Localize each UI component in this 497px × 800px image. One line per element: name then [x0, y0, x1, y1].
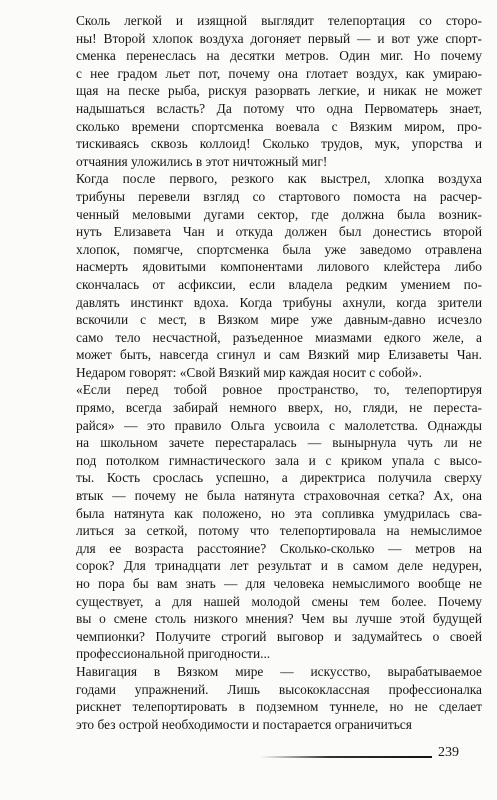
- text-line: скончалась от асфиксии, если владела редким умением по-: [76, 276, 482, 292]
- text-line: насмерть ядовитыми компонентами лилового клейстера либо: [76, 259, 482, 275]
- paragraph: [58, 170, 482, 381]
- page-number: 239: [438, 745, 459, 760]
- text-line: Недаром говорят: «Свой Вязкий мир каждая носит с собой».: [76, 364, 422, 380]
- text-line: может быть, навсегда сгинул и сам Вязкий мир Елизаветы Чан.: [76, 347, 482, 363]
- body-text: [58, 12, 482, 733]
- text-line: Сколь легкой и изящной выглядит телепортация со сторо-: [76, 13, 482, 28]
- text-line: но пора бы вам знать — для человека немыслимого вообще не: [76, 576, 482, 591]
- page-footer: [260, 745, 490, 775]
- text-line: была натянута как положено, но эта сопливка умудрилась сва-: [76, 505, 482, 521]
- text-line: чемпионки? Получите строгий выговор и задумайтесь о своей: [76, 628, 482, 644]
- text-line: существует, а для нашей молодой смены тем более. Почему: [76, 593, 482, 609]
- text-line: литься за сеткой, потому что телепортировала на немыслимое: [76, 523, 482, 539]
- text-line: профессиональной пригодности...: [76, 646, 271, 662]
- text-line: с нее градом льет пот, почему она глотает воздух, как умираю-: [76, 65, 482, 81]
- text-line: ны! Второй хлопок воздуха догоняет первый — и вот уже спорт-: [76, 30, 482, 46]
- text-line: прямо, всегда забирай немного вверх, но, гляди, не переста-: [76, 400, 482, 416]
- text-line: нуть Елизавета Чан и откуда должен был донестись второй: [76, 224, 482, 240]
- text-line: рискнет телепортировать в подземном туннеле, но не сделает: [76, 699, 482, 715]
- text-line: тискиваясь сквозь коллоид! Сколько трудов, мук, упорства и: [76, 136, 482, 152]
- text-line: райся» — это правило Ольга усвоила с малолетства. Однажды: [76, 417, 482, 433]
- text-line: вы о смене столь низкого мнения? Чем вы лучше этой будущей: [76, 611, 482, 627]
- text-line: сколько времени спортсменка воевала с Вязким миром, про-: [76, 118, 482, 134]
- text-line: сменка перенеслась на десятки метров. Один миг. Но почему: [76, 48, 482, 64]
- text-line: втык — почему не была натянута страховочная сетка? Ах, она: [76, 488, 482, 504]
- text-line: хлопок, помягче, спортсменка была уже заведомо отравлена: [76, 241, 482, 257]
- text-line: трибуны перевели взгляд со стартового помоста на расчер-: [76, 188, 482, 204]
- text-line: Навигация в Вязком мире — искусство, вырабатываемое: [76, 663, 482, 679]
- text-line: «Если перед тобой ровное пространство, то, телепортируя: [76, 382, 482, 398]
- text-line: Когда после первого, резкого как выстрел, хлопка воздуха: [76, 171, 482, 187]
- footer-rule: [260, 756, 432, 758]
- text-line: вскочили с мест, в Вязком мире уже давным-давно исчезло: [76, 312, 482, 328]
- text-line: надышаться всласть? Да потому что одна Первоматерь знает,: [76, 100, 482, 116]
- text-line: под потолком гимнастического зала и с криком упала с высо-: [76, 452, 482, 468]
- text-line: сорок? Для тринадцати лет результат и в самом деле недурен,: [76, 558, 482, 574]
- text-line: ты. Кость срослась успешно, а директриса получила сверху: [76, 470, 482, 486]
- paragraph: [58, 381, 482, 663]
- text-line: на школьном зачете перестаралась — вынырнула чуть ли не: [76, 435, 482, 451]
- text-line: давлять инстинкт вдоха. Когда трибуны ахнули, когда зрители: [76, 294, 482, 310]
- text-line: для ее возраста расстояние? Сколько-сколько — метров на: [76, 540, 482, 556]
- text-line: ченный меловыми дугами сектор, где должна была возник-: [76, 206, 482, 222]
- text-line: годами упражнений. Лишь высококлассная профессионалка: [76, 681, 482, 697]
- text-line: само тело несчастной, разъеденное миазмами едкого желе, а: [76, 329, 482, 345]
- paragraph: [58, 12, 482, 170]
- text-line: щая на песке рыба, рискуя разорвать легкие, и никак не может: [76, 83, 482, 99]
- paragraph: [58, 663, 482, 733]
- text-line: это без острой необходимости и постарается ограничиться: [76, 716, 412, 732]
- text-line: отчаяния уложились в этот ничтожный миг!: [76, 153, 328, 169]
